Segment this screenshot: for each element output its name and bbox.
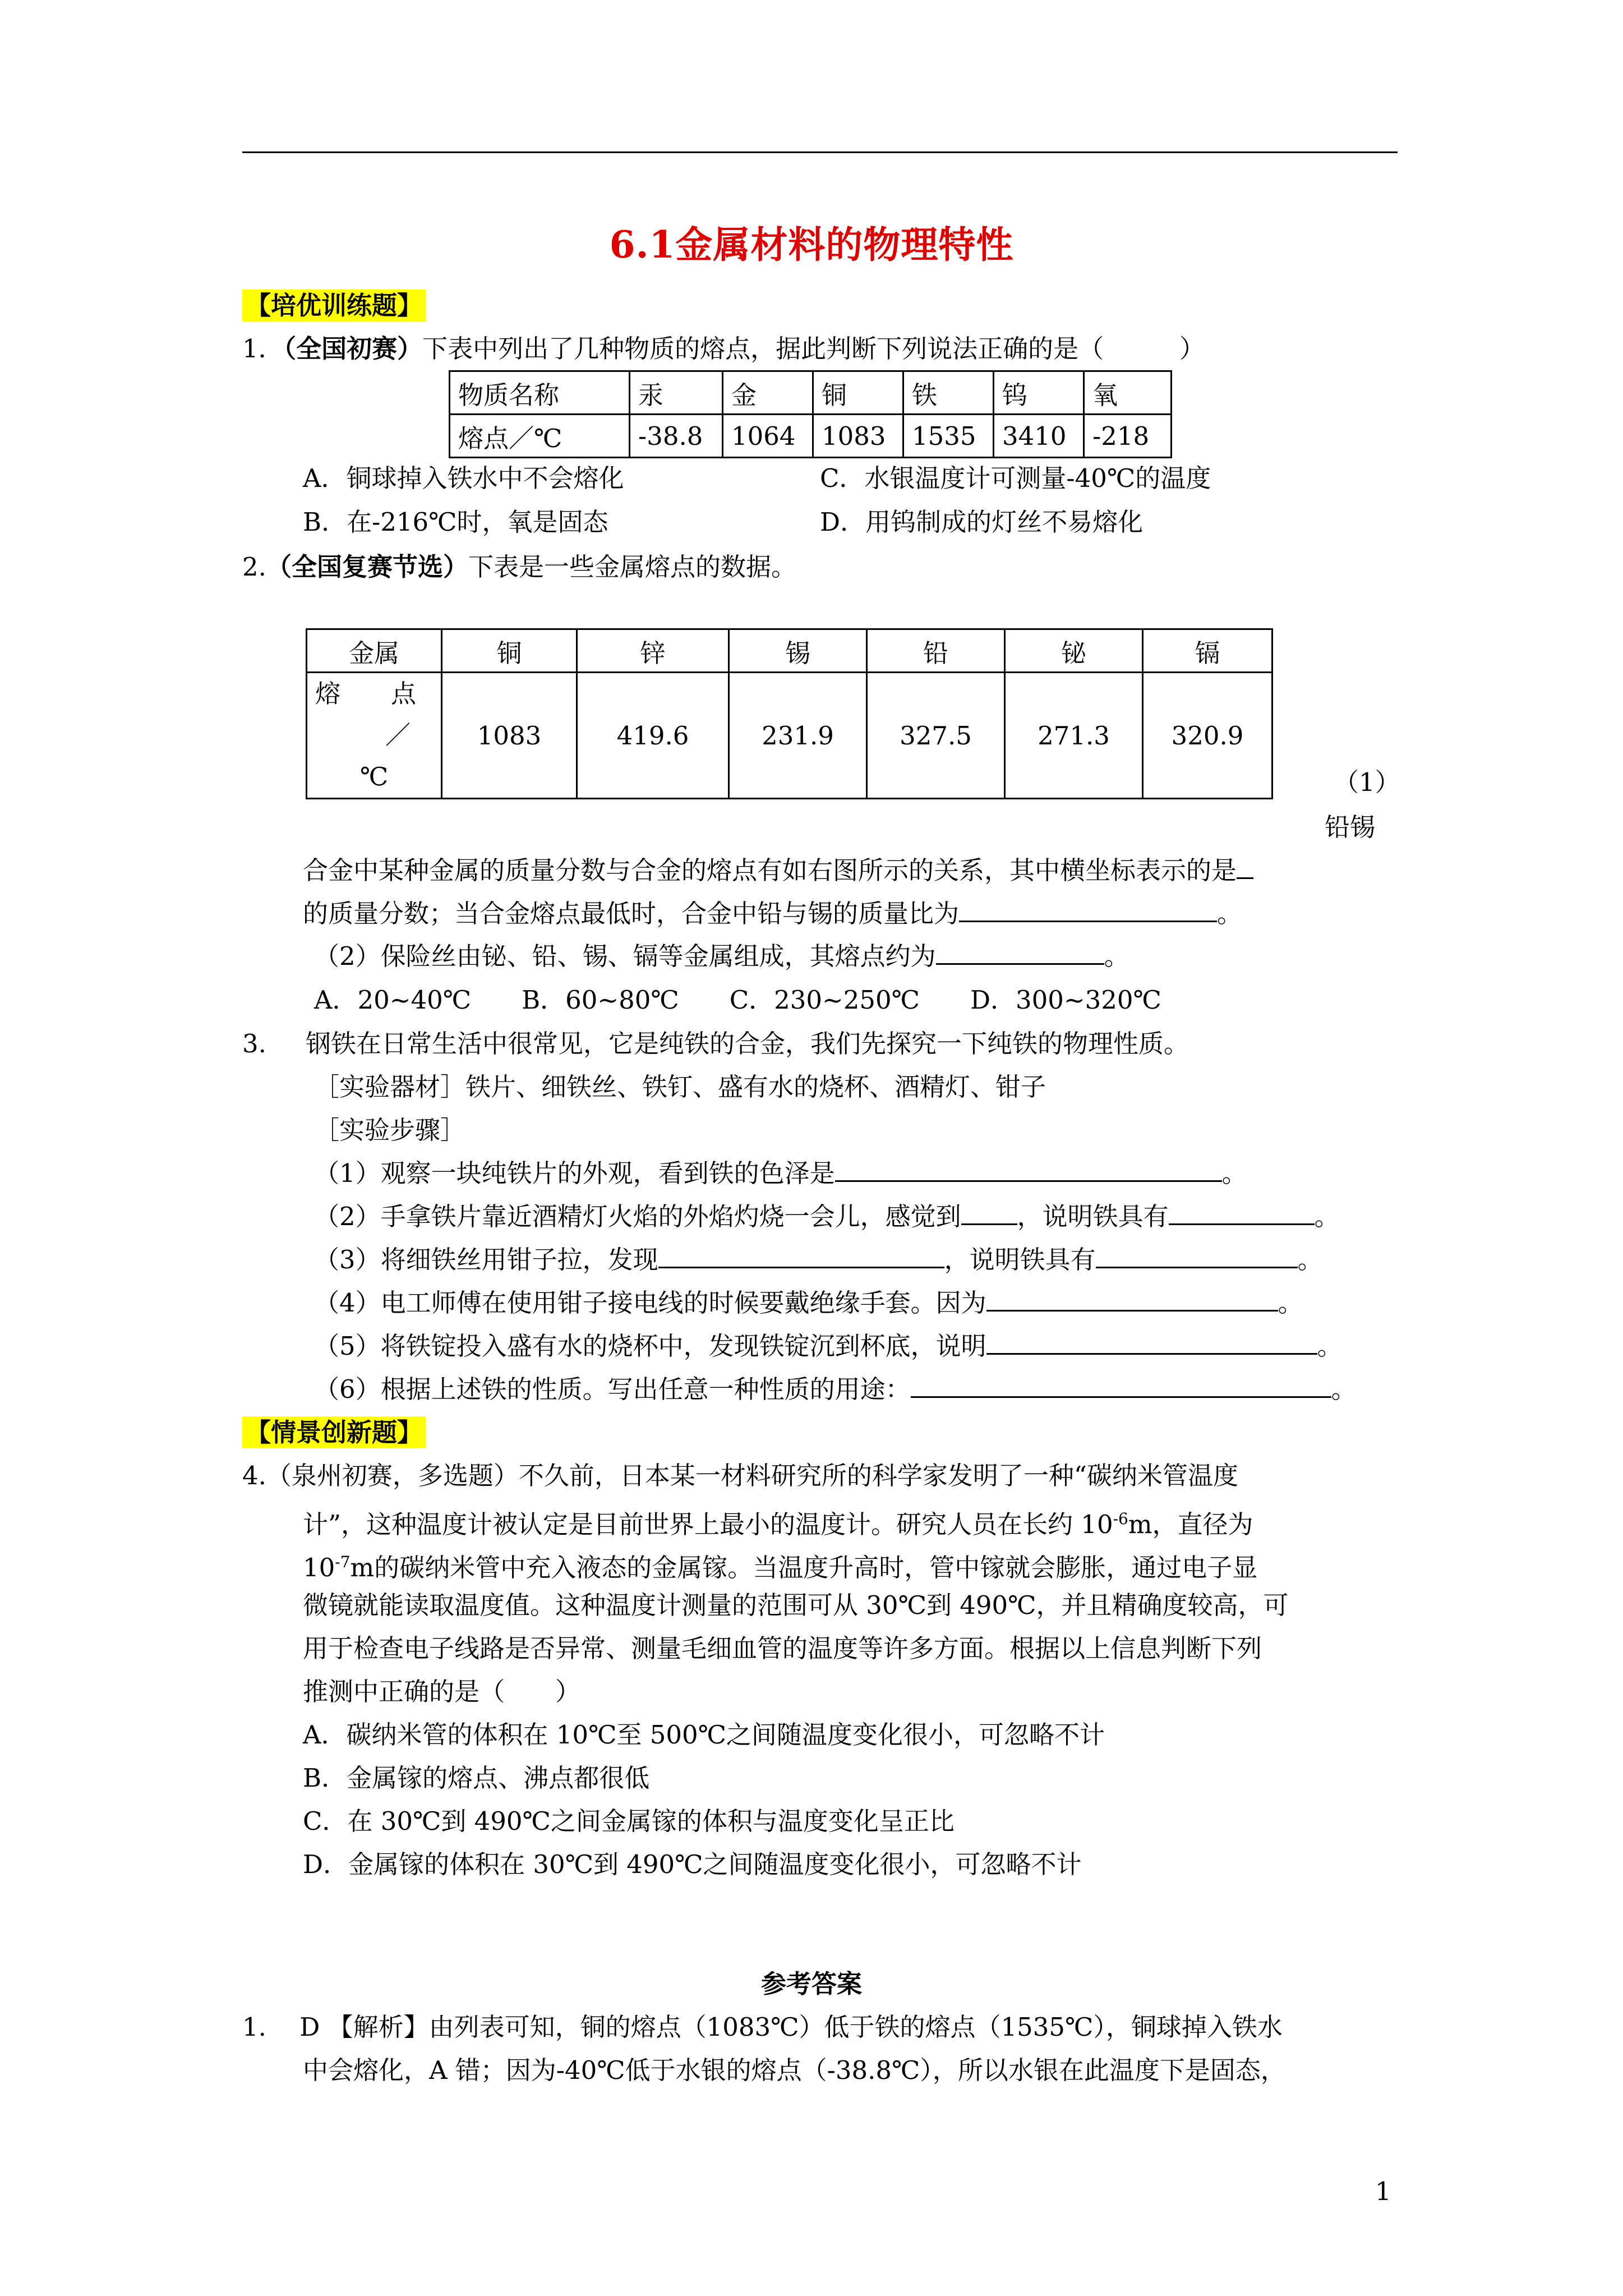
table-cell: 铅	[867, 629, 1005, 673]
table-cell: 熔 点 ／ ℃	[307, 673, 442, 799]
table-cell: 锌	[577, 629, 729, 673]
table-cell: 钨	[994, 371, 1084, 415]
table-cell: 金属	[307, 629, 442, 673]
q2-paragraph-2: 的质量分数；当合金熔点最低时，合金中铅与锡的质量比为 。	[303, 894, 1242, 933]
answer-blank[interactable]	[1169, 1199, 1315, 1225]
q4-option-c: C．在 30℃到 490℃之间金属镓的体积与温度变化呈正比	[303, 1806, 955, 1836]
table-cell: -218	[1084, 415, 1172, 458]
q3-step-5: （5）将铁锭投入盛有水的烧杯中，发现铁锭沉到杯底，说明 。	[314, 1327, 1343, 1366]
answer-blank[interactable]	[1096, 1242, 1298, 1268]
answer-1-line-1: 1. D 【解析】由列表可知，铜的熔点（1083℃）低于铁的熔点（1535℃），铜球掉入铁水	[242, 2012, 1283, 2042]
answer-blank[interactable]	[986, 1328, 1317, 1355]
q2-side-number: （1）	[1334, 767, 1400, 797]
q1-option-a: A．铜球掉入铁水中不会熔化	[303, 463, 624, 493]
table-cell: 铁	[903, 371, 994, 415]
table-cell: 物质名称	[450, 371, 630, 415]
answer-1-line-2: 中会熔化，A 错；因为-40℃低于水银的熔点（-38.8℃），所以水银在此温度下是固态，	[303, 2055, 1286, 2085]
table-cell: 熔点／℃	[450, 415, 630, 458]
q4-option-d: D．金属镓的体积在 30℃到 490℃之间随温度变化很小，可忽略不计	[303, 1849, 1082, 1879]
header-rule	[242, 151, 1398, 153]
answers-heading: 参考答案	[760, 1969, 862, 1999]
q4-line-3: $10^{-7}m$的碳纳米管中充入液态的金属镓。当温度升高时，管中镓就会膨胀，通过电子显	[303, 1553, 1258, 1582]
q3-steps-label: ［实验步骤］	[314, 1115, 466, 1145]
q1-option-d: D．用钨制成的灯丝不易熔化	[820, 507, 1144, 537]
table-cell: 327.5	[867, 673, 1005, 799]
q2-paragraph-3: （2）保险丝由铋、铅、锡、镉等金属组成，其熔点约为 。	[314, 937, 1129, 976]
table-row	[450, 371, 1172, 415]
q3-stem: 3. 钢铁在日常生活中很常见，它是纯铁的合金，我们先探究一下纯铁的物理性质。	[242, 1029, 1189, 1059]
q1-option-c: C．水银温度计可测量-40℃的温度	[820, 463, 1211, 493]
table-cell: 铋	[1005, 629, 1143, 673]
q1-option-b: B．在-216℃时，氧是固态	[303, 507, 608, 537]
answer-blank[interactable]	[911, 1372, 1331, 1398]
table-row	[307, 673, 1272, 799]
table-cell: 镉	[1143, 629, 1272, 673]
table-cell: 231.9	[729, 673, 867, 799]
q2-stem: 2.（全国复赛节选）下表是一些金属熔点的数据。	[242, 552, 796, 582]
q4-line-2: 计”，这种温度计被认定是目前世界上最小的温度计。研究人员在长约 $10^{-6}m$，直径为	[303, 1510, 1253, 1539]
q4-option-b: B．金属镓的熔点、沸点都很低	[303, 1763, 650, 1793]
table-cell: 汞	[630, 371, 723, 415]
q3-step-6: （6）根据上述铁的性质。写出任意一种性质的用途： 。	[314, 1370, 1357, 1409]
q4-line-5: 用于检查电子线路是否异常、测量毛细血管的温度等许多方面。根据以上信息判断下列	[303, 1634, 1262, 1663]
q4-line-1: 4.（泉州初赛，多选题）不久前，日本某一材料研究所的科学家发明了一种“碳纳米管温度	[242, 1461, 1238, 1490]
page-number: 1	[1375, 2177, 1391, 2206]
q4-line-4: 微镜就能读取温度值。这种温度计测量的范围可从 30℃到 490℃，并且精确度较高，可	[303, 1590, 1289, 1620]
table-row	[307, 629, 1272, 673]
q3-equipment: ［实验器材］铁片、细铁丝、铁钉、盛有水的烧杯、酒精灯、钳子	[314, 1072, 1046, 1102]
page-title: 6.1金属材料的物理特性	[609, 223, 1014, 266]
table-cell: 1083	[442, 673, 577, 799]
answer-blank[interactable]	[986, 1285, 1278, 1312]
section-training-label: 【培优训练题】	[242, 286, 426, 325]
q3-step-3: （3）将细铁丝用钳子拉，发现 ，说明铁具有 。	[314, 1240, 1323, 1280]
table-cell: 1083	[813, 415, 903, 458]
answer-blank[interactable]	[1237, 853, 1253, 879]
table-cell: 金	[723, 371, 813, 415]
table-cell: 1064	[723, 415, 813, 458]
table-cell: 1535	[903, 415, 994, 458]
q2-side-text: 铅锡	[1325, 812, 1376, 842]
q2-options: A．20~40℃ B．60~80℃ C．230~250℃ D．300~320℃	[314, 985, 1161, 1015]
q4-option-a: A．碳纳米管的体积在 10℃至 500℃之间随温度变化很小，可忽略不计	[303, 1720, 1105, 1750]
table-cell: 铜	[442, 629, 577, 673]
answer-blank[interactable]	[936, 938, 1104, 965]
q2-paragraph-1: 合金中某种金属的质量分数与合金的熔点有如右图所示的关系，其中横坐标表示的是	[303, 851, 1253, 890]
answer-blank[interactable]	[961, 1199, 1017, 1225]
table-row	[450, 415, 1172, 458]
table-cell: 锡	[729, 629, 867, 673]
answer-blank[interactable]	[835, 1156, 1222, 1182]
q3-step-1: （1）观察一块纯铁片的外观，看到铁的色泽是 。	[314, 1154, 1247, 1193]
section-innovation-label: 【情景创新题】	[242, 1413, 426, 1452]
table-cell: 氧	[1084, 371, 1172, 415]
q4-line-6: 推测中正确的是（ ）	[303, 1677, 581, 1706]
table-cell: -38.8	[630, 415, 723, 458]
q2-metal-table	[306, 628, 1273, 799]
table-cell: 3410	[994, 415, 1084, 458]
table-cell: 320.9	[1143, 673, 1272, 799]
q1-stem: 1．（全国初赛）下表中列出了几种物质的熔点，据此判断下列说法正确的是（ ）	[242, 334, 1205, 364]
q1-melting-table	[449, 370, 1172, 458]
table-cell: 419.6	[577, 673, 729, 799]
table-cell: 271.3	[1005, 673, 1143, 799]
q3-step-4: （4）电工师傅在使用钳子接电线的时候要戴绝缘手套。因为 。	[314, 1283, 1303, 1323]
table-cell: 铜	[813, 371, 903, 415]
answer-blank[interactable]	[658, 1242, 944, 1268]
answer-blank[interactable]	[959, 896, 1217, 922]
q3-step-2: （2）手拿铁片靠近酒精灯火焰的外焰灼烧一会儿，感觉到 ，说明铁具有 。	[314, 1197, 1340, 1236]
